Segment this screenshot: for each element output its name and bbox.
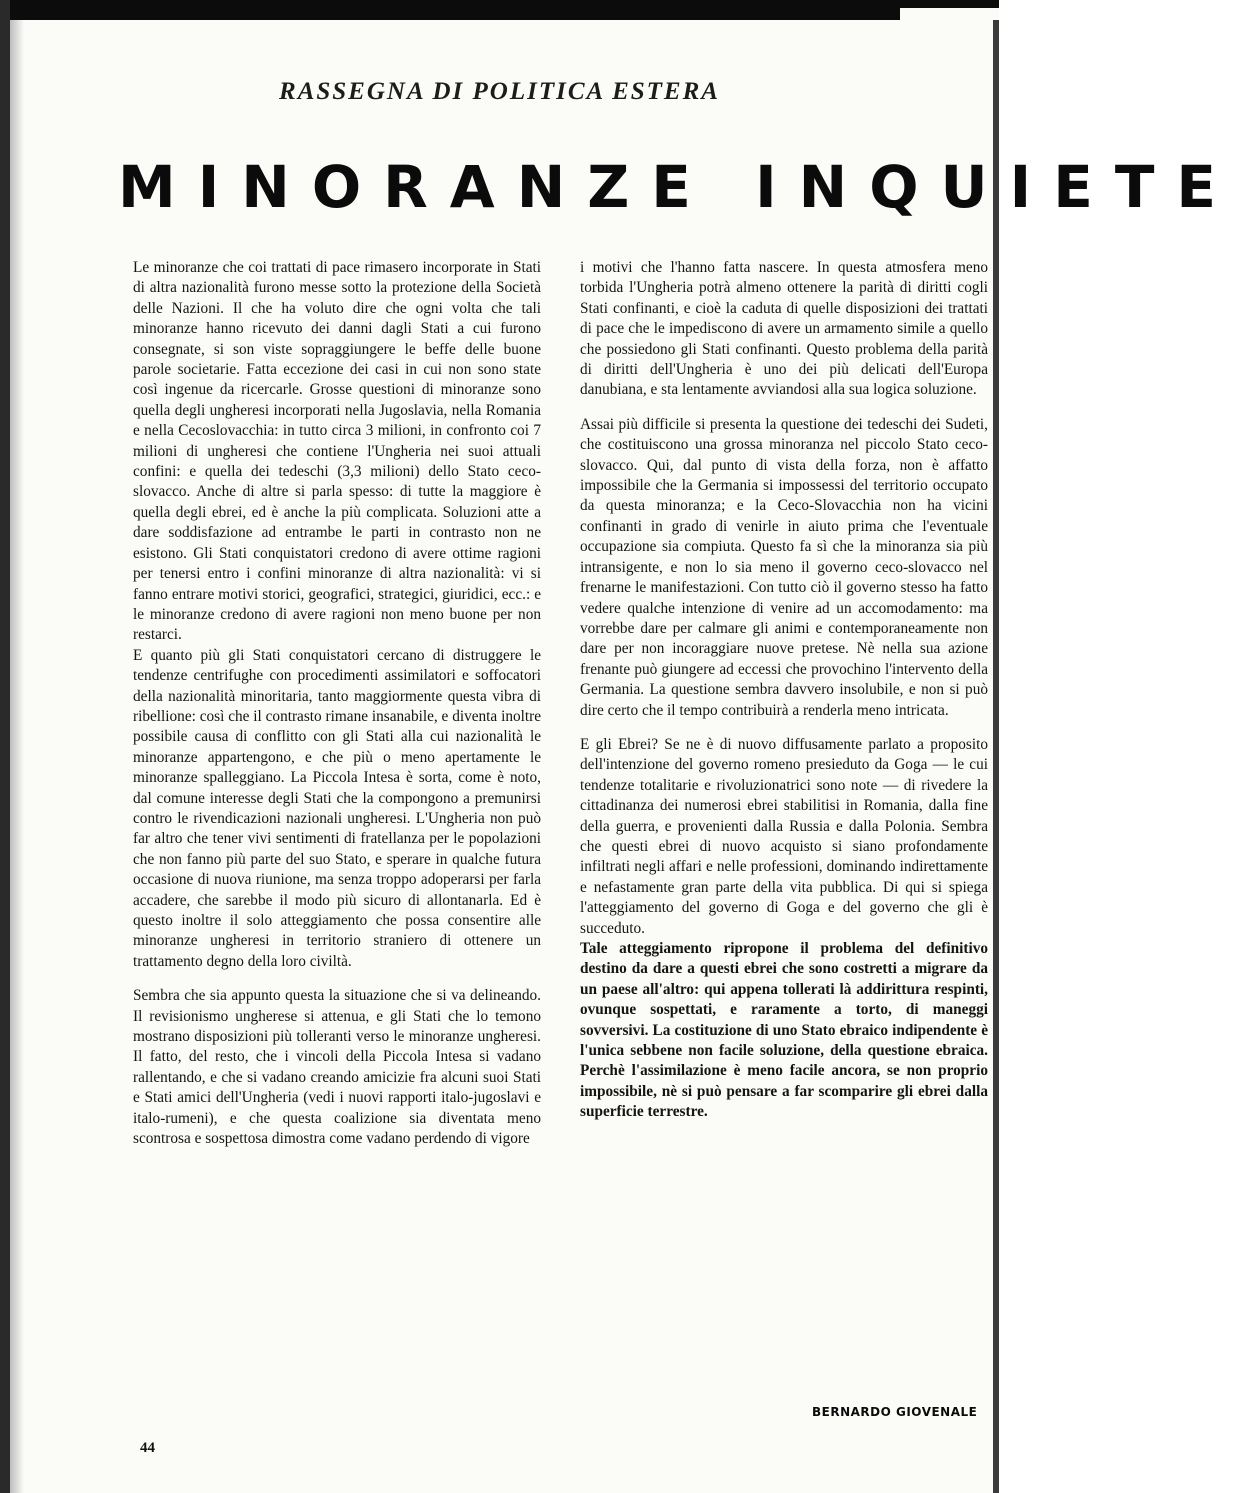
article-title: MINORANZE INQUIETE: [118, 153, 1238, 221]
binding-shadow: [10, 20, 24, 1493]
text-column-right: [580, 258, 988, 1123]
paragraph: Le minoranze che coi trattati di pace rimasero incorporate in Stati di altra nazionalità furono messe sotto la protezione della Società delle Nazioni. Il che ha voluto dire che ogni volta che tali minoranze hanno ricevuto dei danni dagli Stati a cui furono consegnate, si son viste sopraggiungere le beffe delle buone parole societarie. Fatta eccezione dei casi in cui non sono state così ingenue da ricercarle. Grosse questioni di minoranze sono quella degli ungheresi incorporati nella Jugoslavia, nella Romania e nella Cecoslovacchia: in tutto circa 3 milioni, in confronto coi 7 milioni di ungheresi che contiene l'Ungheria nei suoi attuali confini: e quella dei tedeschi (3,3 milioni) dello Stato ceco-slovacco. Anche di altre si parla spesso: di tutte la maggiore è quella degli ebrei, ed è anche la più complicata. Soluzioni atte a dare soddisfazione ad entrambe le parti in contrasto non ne esistono. Gli Stati conquistatori credono di avere ottime ragioni per tenersi entro i confini minoranze di altra nazionalità: vi si fanno entrare motivi storici, geografici, strategici, giuridici, ecc.: e le minoranze credono di avere ragioni non meno buone per non restarci.: [133, 259, 541, 644]
scan-right-border: [993, 20, 999, 1493]
author-signature: BERNARDO GIOVENALE: [812, 1405, 978, 1419]
scan-left-border: [0, 0, 10, 1493]
paragraph: Assai più difficile si presenta la questione dei tedeschi dei Sudeti, che costituiscono una grossa minoranza nel piccolo Stato ceco-slovacco. Qui, dal punto di vista della forza, non è affatto impossibile che la Germania si impossessi del territorio occupato da questa minoranza; e la Ceco-Slovacchia non ha vicini confinanti in grado di venirle in aiuto prima che l'eventuale occupazione sia compiuta. Questo fa sì che la minoranza sia più intransigente, e non lo sia meno il governo ceco-slovacco nel frenarne le manifestazioni. Con tutto ciò il governo stesso ha fatto vedere qualche intenzione di venire ad un accomodamento: ma vorrebbe dare per calmare gli animi e contemporaneamente non dare per non incoraggiare nuove pretese. Nè nella sua azione frenante può giungere ad eccessi che provochino l'intervento della Germania. La questione sembra davvero insolubile, e non si può dire certo che il tempo contribuirà a renderla meno intricata.: [580, 415, 988, 719]
scan-top-border-edge: [900, 0, 999, 8]
paragraph: Sembra che sia appunto questa la situazione che si va delineando. Il revisionismo ungherese si attenua, e gli Stati che lo temono mostrano disposizioni più tolleranti verso le minoranze ungheresi. Il fatto, del resto, che i vincoli della Piccola Intesa si vadano rallentando, e che si vadano creando amicizie fra alcuni suoi Stati e Stati amici dell'Ungheria (vedi i nuovi rapporti italo-jugoslavi e italo-rumeni), e che questa coalizione sia diventata meno scontrosa e sospettosa dimostra come vadano perdendo di vigore: [133, 987, 541, 1148]
text-column-left: [133, 258, 541, 1149]
paragraph: E quanto più gli Stati conquistatori cercano di distruggere le tendenze centrifughe con procedimenti assimilatori e soffocatori della nazionalità minoritaria, tanto maggiormente questa vibra di ribellione: così che il contrasto rimane insanabile, e diventa inoltre possibile causa di conflitto con gli Stati alla cui nazionalità le minoranze appartengono, e che più o meno apertamente le minoranze spalleggiano. La Piccola Intesa è sorta, come è noto, dal comune interesse degli Stati che la compongono a premunirsi contro le rivendicazioni nazionali ungheresi. L'Ungheria non può far altro che tener vivi sentimenti di fratellanza per le popolazioni che non fanno più parte del suo Stato, e sperare in qualche futura occasione di nuova riunione, ma senza troppo adoperarsi per farla accadere, che sarebbe il modo più sicuro di allontanarla. Ed è questo inoltre il solo atteggiamento che possa consentire alle minoranze ungheresi in territorio straniero di ottenere un trattamento degno della loro civiltà.: [133, 646, 541, 970]
scan-top-border: [0, 0, 900, 20]
paragraph: E gli Ebrei? Se ne è di nuovo diffusamente parlato a proposito dell'intenzione del governo romeno presieduto da Goga — le cui tendenze totalitarie e rivoluzionatrici sono note — di rivedere la cittadinanza dei numerosi ebrei stabilitisi in Romania, dalla fine della guerra, e provenienti dalla Russia e dalla Polonia. Sembra che questi ebrei di nuovo acquisto si siano profondamente infiltrati negli affari e nelle professioni, dominando indirettamente e nefastamente gran parte della vita pubblica. Di qui si spiega l'atteggiamento del governo di Goga e del governo che gli è succeduto.: [580, 735, 988, 937]
paragraph: i motivi che l'hanno fatta nascere. In questa atmosfera meno torbida l'Ungheria potrà almeno ottenere la parità di diritti cogli Stati confinanti, e cioè la caduta di quelle disposizioni dei trattati di pace che le impediscono di avere un armamento simile a quello che possiedono gli Stati confinanti. Questo problema della parità di diritti dell'Ungheria è uno dei più delicati dell'Europa danubiana, e sta lentamente avviandosi alla sua logica soluzione.: [580, 259, 988, 399]
page-number: 44: [140, 1440, 155, 1456]
section-kicker: RASSEGNA DI POLITICA ESTERA: [279, 78, 720, 105]
paragraph: Tale atteggiamento ripropone il problema del definitivo destino da dare a questi ebrei che sono costretti a migrare da un paese all'altro: qui appena tollerati là addirittura respinti, ovunque sospettati, e raramente a torto, di maneggi sovversivi. La costituzione di uno Stato ebraico indipendente è l'unica sebbene non facile soluzione, della questione ebraica. Perchè l'assimilazione è meno facile ancora, se non proprio impossibile, nè si può pensare a far scomparire gli ebrei dalla superficie terrestre.: [580, 940, 988, 1121]
